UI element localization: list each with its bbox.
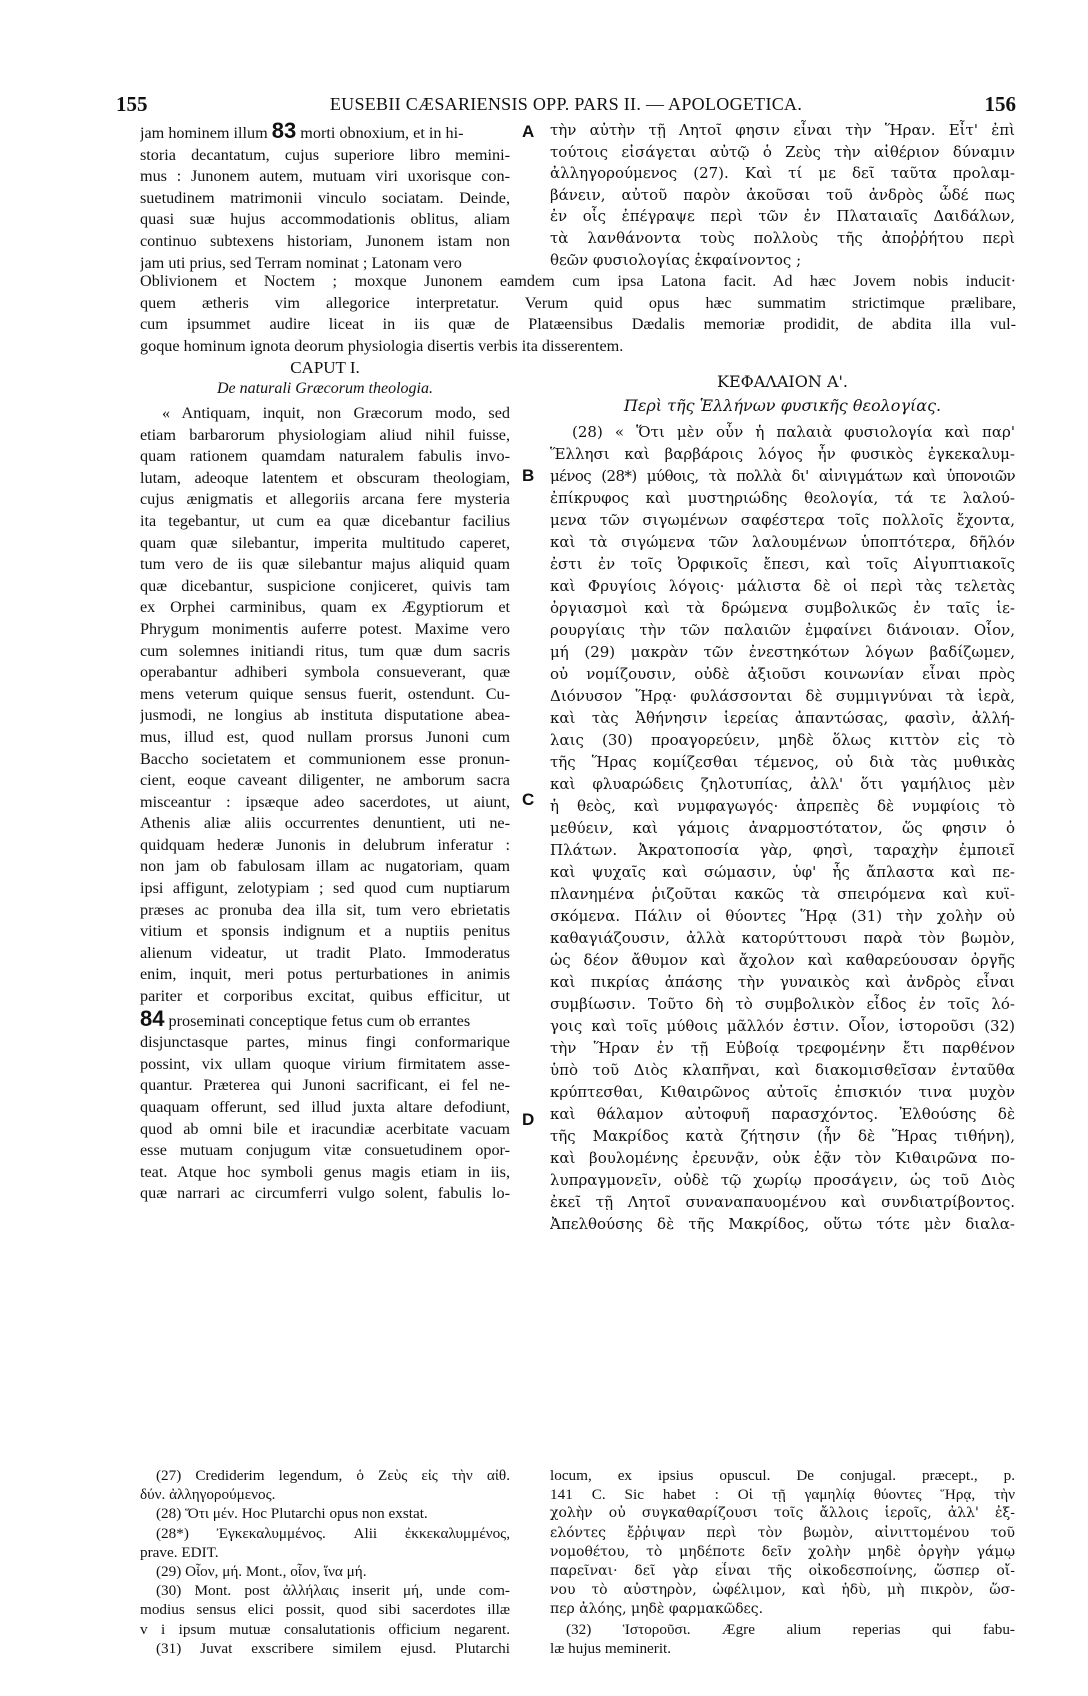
latin-body-column xyxy=(140,403,510,1205)
greek-top-line: ἐν οἷς ἐπέγραψε περὶ τῶν ἐν Πλαταιαῖς Δαιδάλων, xyxy=(550,207,1015,226)
latin-body-line: pariter et corporibus excitat, quibus efficitur, ut xyxy=(140,987,510,1006)
latin-body-line: quidquam hederæ Junonis in delubrum inferatur : xyxy=(140,835,510,854)
greek-body-line: ἐπίκρυφος καὶ μυστηριώδης θεολογία, τά τε λαλού- xyxy=(550,489,1015,507)
greek-body-line: ἐκεῖ τῇ Λητοῖ συναναπαυομένου καὶ συνδιατρίβοντος. xyxy=(550,1193,1015,1211)
greek-chapter-subtitle: Περὶ τῆς Ἑλλήνων φυσικῆς θεολογίας. xyxy=(623,396,942,415)
latin-body-line: mens veterum quique sensus fuerit, ostendunt. Cu- xyxy=(140,684,510,703)
page-number-left: 155 xyxy=(116,92,148,116)
latin-body-line: Athenis aliæ aliis occurrentes denuntient, uti ne- xyxy=(140,814,510,833)
greek-body-line: Ἕλλησι καὶ βαρβάροις λόγος ἦν φυσικὸς ἐγκεκαλυμ- xyxy=(550,445,1015,463)
latin-top-line: jam uti prius, sed Terram nominat ; Latonam vero xyxy=(140,253,462,272)
latin-body-line: quæ dicebantur, suspicione conjiceret, quivis tam xyxy=(140,576,510,595)
latin-body-84-rest: proseminati conceptique fetus cum ob errantes xyxy=(168,1011,471,1030)
latin-body-line: disjunctasque partes, minus fingi conformarique xyxy=(140,1033,510,1052)
footnote-line: v i ipsum mutuæ consalutationis officium negarent. xyxy=(140,1620,510,1638)
greek-body-line: καὶ τὰς Ἀθήνησιν ἱερείας ἀπαντώσας, φασὶν, ἀλλή- xyxy=(550,709,1015,727)
footnote-line: παρεῖναι· δεῖ γὰρ εἶναι τῆς οἰκοδεσποίνης, ὥσπερ οἴ- xyxy=(550,1563,1015,1580)
latin-top-line: mus : Junonem autem, mutuam viri uxorisque con- xyxy=(140,167,510,186)
greek-body-line: οὐ νομίζουσιν, οὐδὲ ἀξιοῦσι κοινωνίαν εἶναι πρὸς xyxy=(550,665,1015,683)
footnote-line: (28) Ὅτι μέν. Hoc Plutarchi opus non exstat. xyxy=(156,1505,428,1523)
greek-body-line: καὶ τὰ σιγώμενα τῶν λαλουμένων ὑποπτότερα, δῆλόν xyxy=(550,533,1015,551)
greek-body-line: καὶ ψυχαῖς καὶ σώμασιν, ὑφ' ἧς ἄπλαστα καὶ πε- xyxy=(550,863,1015,881)
greek-body-line: μένος (28*) μύθοις, τὰ πολλὰ δι' αἰνιγμάτων καὶ ὑπονοιῶν xyxy=(550,467,1015,485)
latin-body-line: mus, illud est, quod nullam prorsus Junoni cum xyxy=(140,727,510,746)
margin-letter-c: C xyxy=(522,790,535,809)
full-width-line: Oblivionem et Noctem ; moxque Junonem eamdem cum ipsa Latona facit. Ad hæc Jovem nobis inducit· xyxy=(140,272,1016,290)
greek-body-line: τῆς Ἥρας κομίζεσθαι τέμενος, οὐ διὰ τὰς μυθικὰς xyxy=(550,753,1015,771)
footnote-line: prave. EDIT. xyxy=(140,1543,219,1561)
latin-body-line: præses ac pronuba dea illa sit, tum vero ebrietatis xyxy=(140,900,510,919)
greek-body-line: ἡ θεὸς, καὶ νυμφαγωγός· ἀπρεπὲς δὲ νυμφίοις τὸ xyxy=(550,797,1015,815)
footnote-line: (31) Juvat exscribere similem ejusd. Plutarchi xyxy=(156,1639,510,1657)
latin-body-line: ipsi affigunt, zelotypiam ; sed quod cum nuptiarum xyxy=(140,879,510,898)
greek-body-line: καὶ Φρυγίοις λόγοις· μάλιστα δὲ οἱ περὶ τὰς τελετὰς xyxy=(550,577,1015,595)
footnote-line: læ hujus meminerit. xyxy=(550,1639,672,1657)
footnote-line: modius sensus elici possit, quod sibi sacerdotes illæ xyxy=(140,1601,510,1619)
latin-top-line: storia decantatum, cujus superiore libro memini- xyxy=(140,145,510,164)
full-width-line: goque hominum ignota deorum physiologia disertis verbis ita disserentem. xyxy=(140,336,624,355)
greek-chapter-heading: ΚΕΦΑΛΑΙΟΝ Α'. xyxy=(717,372,848,391)
latin-body-line: lutam, adeoque latentem et obscuram theologiam, xyxy=(140,468,510,487)
greek-body-line: καὶ φλυαρώδεις ζηλοτυπίας, ἀλλ' ὅτι γαμήλιος μὲν xyxy=(550,775,1015,793)
latin-top-line: quasi suæ hujus accommodationis oblitus, aliam xyxy=(140,210,510,229)
latin-body-line: cujus ænigmatis et allegoriis arcana fere mysteria xyxy=(140,490,510,509)
latin-body-line: ex Orphei carminibus, quam ex Ægyptiorum et xyxy=(140,598,510,617)
latin-top-line-0: jam hominem illum xyxy=(140,124,268,142)
greek-top-line: τὰ λανθάνοντα τοὺς πολλοὺς τῆς ἀποῤῥήτου περὶ xyxy=(550,228,1015,247)
latin-body-line: cient, eoque caveant diligenter, ne amborum sacra xyxy=(140,771,510,790)
running-title: EUSEBII CÆSARIENSIS OPP. PARS II. — APOLOGETICA. xyxy=(329,94,803,114)
latin-body-line: quod ab omni bile et iracundiæ acerbitate vacuam xyxy=(140,1119,510,1138)
greek-body-line: σκόμενα. Πάλιν οἱ θύοντες Ἥρᾳ (31) τὴν χολὴν οὐ xyxy=(550,907,1015,925)
latin-body-line: tum vero de iis quæ silebantur majus aliquid quam xyxy=(140,555,510,574)
greek-top-column xyxy=(550,120,1015,271)
latin-full-width-paragraph xyxy=(140,271,1016,357)
latin-body-line: teat. Atque hoc symboli genus magis etiam in iis, xyxy=(140,1162,510,1181)
greek-top-line: βάνειν, αὐτοῦ παρὸν ἀκοῦσαι τοῦ ἀνδρὸς ὧδέ πως xyxy=(550,185,1015,204)
latin-body-line: quantur. Præterea qui Junoni sacrificant, ei fel ne- xyxy=(140,1076,510,1095)
greek-body-line: τῆς Μακρίδος κατὰ ζήτησιν (ἦν δὲ Ἥρας τιθήνη), xyxy=(550,1127,1015,1145)
footnote-line: νομοθέτου, τὸ μηδέποτε δεῖν χολὴν μηδὲ ὀργὴν γάμῳ xyxy=(550,1543,1015,1560)
latin-body-line: cum solemnes initiandi ritus, tum quæ dum sacris xyxy=(140,641,510,660)
footnotes-right xyxy=(550,1466,1015,1658)
latin-top-line: continuo subtexens historiam, Junonem istam non xyxy=(140,231,510,250)
margin-letter-b: B xyxy=(522,466,535,485)
greek-body-line: μή (29) μακρὰν τῶν ἐνεστηκότων λόγων βαδίζωμεν, xyxy=(550,643,1015,661)
latin-body-line: quam rationem quamdam naturalem fabulis invo- xyxy=(140,447,510,466)
footnotes-left xyxy=(140,1466,510,1658)
footnote-line: 141 C. Sic habet : Οἱ τῇ γαμηλίᾳ θύοντες Ἥρᾳ, τὴν xyxy=(550,1486,1015,1504)
latin-chapter-heading: CAPUT I. xyxy=(290,358,360,377)
full-width-line: quem ætheris vim allegorice interpretatur. Verum quid opus hæc summatim strictimque prælibare, xyxy=(140,293,1016,312)
greek-body-line: Ἀπελθούσης δὲ τῆς Μακρίδος, οὕτω τότε μὲν διαλα- xyxy=(550,1215,1015,1233)
latin-body-line: esse mutuam conjugum vitæ consuetudinem opor- xyxy=(140,1141,510,1160)
footnote-line: (27) Crediderim legendum, ὁ Ζεὺς εἰς τὴν αἰθ. xyxy=(156,1467,510,1484)
full-width-line: cum ipsummet audire liceat in iis quæ de Platæensibus Dædalis memoriæ prodidit, de abdita illa vul- xyxy=(140,315,1016,334)
greek-top-line: τὴν αὐτὴν τῇ Λητοῖ φησιν εἶναι τὴν Ἥραν. Εἶτ' ἐπὶ xyxy=(550,121,1015,139)
latin-body-line: misceantur : ipsæque adeo sacerdotes, ut aiunt, xyxy=(140,792,510,811)
greek-body-line: καθαγιάζουσιν, ἀλλὰ κατορύττουσι παρὰ τὸν βωμὸν, xyxy=(550,929,1015,947)
latin-body-line: quam quæ silebantur, imperita multitudo caperet, xyxy=(140,533,510,552)
latin-chapter-subtitle: De naturali Græcorum theologia. xyxy=(217,380,433,397)
greek-body-line: μεθύειν, καὶ γάμοις ἀναρμοστότατον, ὥς φησιν ὁ xyxy=(550,819,1015,837)
page-number-right: 156 xyxy=(984,92,1016,116)
footnote-line: δύν. ἀλληγορούμενος. xyxy=(140,1486,276,1504)
latin-body-line: ita tegebantur, ut cum ea quæ dicebantur facilius xyxy=(140,511,510,530)
greek-body-line: ρουργίαις τὴν τῶν παλαιῶν ἐμφαίνει διάνοιαν. Οἷον, xyxy=(550,621,1015,639)
latin-body-line: alienum videatur, ut tradit Plato. Immoderatus xyxy=(140,943,510,962)
greek-top-line: τούτοις εἰσάγεται αὐτῷ ὁ Ζεὺς τὴν αἰθέριον δύναμιν xyxy=(550,142,1015,161)
greek-body-line: συμβίωσιν. Τοῦτο δὴ τὸ συμβολικὸν εἶδος ἐν τοῖς λό- xyxy=(550,995,1015,1013)
column-marker-84: 84 xyxy=(140,1007,165,1031)
footnote-line: (32) Ἱστοροῦσι. Ægre alium reperias qui fabu- xyxy=(566,1620,1015,1638)
latin-body-line: « Antiquam, inquit, non Græcorum modo, sed xyxy=(162,404,510,422)
footnote-line: (29) Οἷον, μή. Mont., οἷον, ἵνα μή. xyxy=(156,1563,367,1581)
latin-body-line: jusmodi, ne longius ab instituta disputatione abea- xyxy=(140,706,510,725)
greek-body-line: ὀργιασμοὶ καὶ τὰ δρώμενα συμβολικῶς ἐν ταῖς ἱε- xyxy=(550,599,1015,617)
greek-body-line: (28) « Ὅτι μὲν οὖν ἡ παλαιὰ φυσιολογία καὶ παρ' xyxy=(572,423,1015,441)
greek-body-line: κρύπτεσθαι, Κιθαιρῶνος αὐτοῖς ἐπισκιόν τινα μυχὸν xyxy=(550,1083,1015,1101)
greek-body-line: μενα τῶν σιγωμένων σαφέστερα τοῖς πολλοῖς ἔχοντα, xyxy=(550,511,1015,529)
latin-body-line: Phrygum monimentis auferre potest. Maxime vero xyxy=(140,619,510,638)
column-marker-83: 83 xyxy=(271,120,297,143)
latin-body-line: operabantur adhiberi symbola consueverant, quæ xyxy=(140,663,510,682)
greek-top-line: θεῶν φυσιολογίας ἐκφαίνοντος ; xyxy=(550,250,802,269)
greek-body-line: ὑπὸ τοῦ Διὸς κλαπῆναι, καὶ διακομισθεῖσαν ἐνταῦθα xyxy=(550,1061,1015,1079)
latin-body-line: possint, vix ullam quoque virium firmitatem asse- xyxy=(140,1054,510,1073)
greek-body-line: πλανημένα ῥιζοῦται κακῶς τὰ σπειρόμενα καὶ κυϊ- xyxy=(550,885,1015,903)
greek-body-line: καὶ βουλομένης ἐρευνᾷν, οὐκ ἐᾷν τὸν Κιθαιρῶνα πο- xyxy=(550,1149,1015,1167)
latin-body-line: vitium et sponsis indignum et a nuptiis penitus xyxy=(140,922,510,941)
footnote-line: ελόντες ἔῤῥιψαν περὶ τὸν βωμὸν, αἰνιττομένου τοῦ xyxy=(550,1524,1015,1541)
latin-top-column xyxy=(140,120,510,274)
latin-body-line: etiam barbarorum physiologiam aliud nihil fuisse, xyxy=(140,425,510,444)
latin-top-line: suetudinem matrimonii vinculo sociatam. Deinde, xyxy=(140,188,510,207)
latin-top-first-rest: morti obnoxium, et in hi- xyxy=(300,124,464,142)
greek-body-line: Διόνυσον Ἥρᾳ· φυλάσσονται δὲ συμμιγνύναι τὰ ἱερὰ, xyxy=(550,687,1015,705)
greek-body-line: καὶ πικρίας ἁπάσης τὴν γυναικὸς καὶ ἀνδρὸς εἶναι xyxy=(550,973,1015,991)
greek-body-column xyxy=(550,421,1015,1235)
margin-letter-d: D xyxy=(522,1110,535,1129)
running-header xyxy=(116,92,1016,118)
latin-body-line: quæ narrari ac circumferri vulgo solent, fabulis lo- xyxy=(140,1184,510,1203)
footnote-line: (30) Mont. post ἀλλήλαις inserit μή, unde com- xyxy=(156,1582,510,1600)
latin-body-line: enim, inquit, meri potus perturbationes in animis xyxy=(140,965,510,984)
greek-body-line: λαις (30) προαγορεύειν, μηδὲ ὅλως κιττὸν εἰς τὸ xyxy=(550,731,1015,749)
footnote-line: περ ἀλόης, μηδὲ φαρμακῶδες. xyxy=(550,1601,764,1618)
footnote-line: νου τὸ αὐστηρὸν, ὠφέλιμον, καὶ ἡδὺ, μὴ πικρὸν, ὥσ- xyxy=(550,1582,1015,1599)
footnote-line: locum, ex ipsius opuscul. De conjugal. præcept., p. xyxy=(550,1467,1015,1484)
margin-letter-a: A xyxy=(522,122,535,141)
footnote-line: (28*) Ἐγκεκαλυμμένος. Alii ἐκκεκαλυμμένος, xyxy=(156,1524,510,1542)
greek-body-line: λυπραγμονεῖν, οὐδὲ τῷ χωρίῳ προσάγειν, ὡς τοῦ Διὸς xyxy=(550,1171,1015,1189)
greek-body-line: γοις καὶ τοῖς μύθοις μᾶλλόν ἐστιν. Οἷον, ἱστοροῦσι (32) xyxy=(550,1017,1015,1035)
greek-body-line: ἐστι ἐν τοῖς Ὀρφικοῖς ἔπεσι, καὶ τοῖς Αἰγυπτιακοῖς xyxy=(550,555,1015,573)
greek-body-line: καὶ θάλαμον αὐτοφυῆ παρασχόντος. Ἐλθούσης δὲ xyxy=(550,1105,1015,1123)
latin-body-line: non jam ob fabulosam illam ac nugatoriam, quam xyxy=(140,857,510,876)
greek-body-line: τὴν Ἥραν ἐν τῇ Εὐβοίᾳ τρεφομένην ἔτι παρθένον xyxy=(550,1039,1015,1057)
latin-top-first-line xyxy=(140,120,510,145)
greek-body-line: ὡς δέον ἄθυμον καὶ ἄχολον καὶ καθαρεύουσαν ὀργῆς xyxy=(550,951,1015,969)
latin-body-line: Baccho societatem et communionem esse pronun- xyxy=(140,749,510,768)
greek-body-line: Πλάτων. Ἀκρατοποσία γὰρ, φησὶ, ταραχὴν ἐμποιεῖ xyxy=(550,841,1015,859)
latin-body-line: quaquam offerunt, sed illud juxta altare defodiunt, xyxy=(140,1098,510,1116)
greek-top-line: ἀλληγορούμενος (27). Καὶ τί με δεῖ ταῦτα προλαμ- xyxy=(550,164,1015,183)
footnote-line: χολὴν οὐ συγκαθαρίζουσι τοῖς ἄλλοις ἱεροῖς, ἀλλ' ἐξ- xyxy=(550,1505,1015,1522)
latin-body-line-84 xyxy=(140,1008,510,1033)
